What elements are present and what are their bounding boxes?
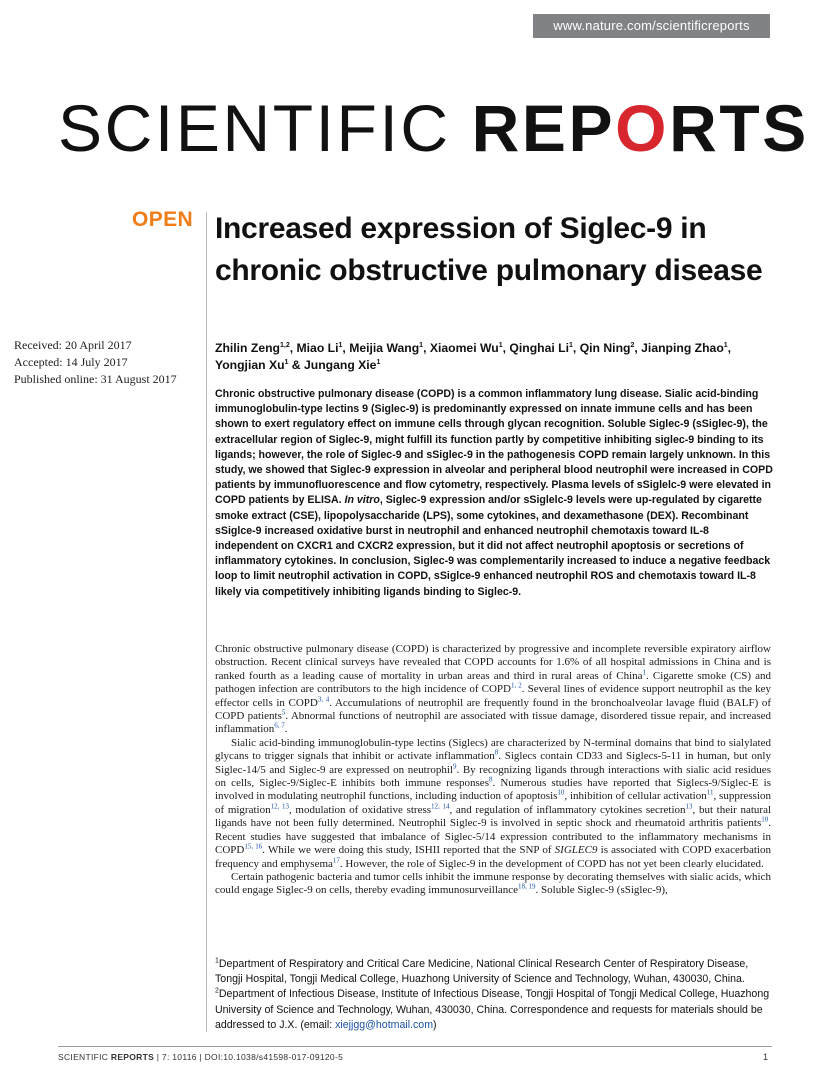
citation-ref[interactable]: 10: [761, 815, 769, 824]
accepted-date: Accepted: 14 July 2017: [14, 355, 128, 369]
article-body: [215, 643, 771, 898]
author-name: Qinghai Li: [509, 341, 569, 355]
citation-ref[interactable]: 1: [642, 668, 647, 677]
citation-ref[interactable]: 3, 4: [317, 694, 330, 703]
body-paragraph-3: Certain pathogenic bacteria and tumor cells inhibit the immune response by decorating themselves with sialic acids, which could engage Siglec-9 on cells, thereby evading immunosurveillance$^{18, 19}$. Soluble Siglec-9 (sSiglec-9),: [215, 870, 771, 897]
author-affiliation-sup: 1: [498, 341, 503, 349]
citation-ref[interactable]: 12, 14: [431, 802, 450, 811]
citation-ref[interactable]: 10: [557, 788, 565, 797]
article-dates: [14, 337, 177, 388]
open-access-label: OPEN: [132, 208, 194, 231]
affiliation-2: Department of Infectious Disease, Institute of Infectious Disease, Tongji Hospital of Tongji Medical College, Huazhong University of Science and Technology, Wuhan, 430030, China. Correspondence and requests for materials should be addressed to J.X. (email:: [215, 988, 770, 1031]
masthead-rts: RTS: [669, 91, 809, 165]
author-affiliation-sup: 1: [376, 358, 381, 366]
author-name: Jianping Zhao: [641, 341, 724, 355]
footer-doi: | 7: 10116 | DOI:10.1038/s41598-017-09120-5: [154, 1052, 344, 1062]
author-name: Jungang Xie: [304, 358, 377, 372]
citation-ref[interactable]: 6, 7: [274, 721, 285, 730]
author-name: Meijia Wang: [349, 341, 420, 355]
affiliation-1: Department of Respiratory and Critical Care Medicine, National Clinical Research Center of Respiratory Disease, Tongji Hospital, Tongji Medical College, Huazhong University of Science and Technology, Wuhan, 430030, China.: [215, 958, 749, 986]
footer-journal-reports: REPORTS: [110, 1052, 155, 1062]
citation-ref[interactable]: 1, 2: [510, 681, 522, 690]
received-date: Received: 20 April 2017: [14, 338, 132, 352]
citation-ref[interactable]: 8: [488, 775, 493, 784]
journal-url-banner[interactable]: www.nature.com/scientificreports: [533, 14, 770, 38]
affiliation-marker-2: 2: [215, 987, 219, 995]
citation-ref[interactable]: 5: [281, 708, 286, 717]
footer-citation: [58, 1052, 343, 1062]
citation-ref[interactable]: 8: [494, 748, 499, 757]
author-name: Xiaomei Wu: [429, 341, 499, 355]
author-name: Zhilin Zeng: [215, 341, 280, 355]
author-affiliation-sup: 1: [419, 341, 424, 349]
abstract-text-2: , Siglec-9 expression and/or sSiglelc-9 levels were up-regulated by cigarette smoke extract (CSE), lipopolysaccharide (LPS), some cytokines, and dexamethasone (DEX). Recombinant sSiglce-9 increased oxidative burst in neutrophil and enhanced neutrophil chemotaxis toward IL-8 independent on CXCR1 and CXCR2 expression, but it did not affect neutrophil apoptosis or secretions of inflammatory cytokines. In conclusion, Siglec-9 was complementarily increased to induce a negative feedback loop to limit neutrophil activation in COPD, sSiglce-9 enhanced neutrophil ROS and chemotaxis toward IL-8 likely via competitively inhibiting ligands binding to Siglec-9.: [215, 494, 771, 598]
citation-ref[interactable]: 13: [685, 802, 693, 811]
correspondence-email-link[interactable]: xiejjgg@hotmail.com: [335, 1018, 434, 1031]
affiliations: [215, 957, 773, 1033]
author-affiliation-sup: 1: [569, 341, 573, 349]
published-date: Published online: 31 August 2017: [14, 372, 177, 386]
abstract: [215, 387, 773, 600]
author-affiliation-sup: 1: [284, 358, 289, 366]
body-paragraph-2: Sialic acid-binding immunoglobulin-type lectins (Siglecs) are characterized by N-terminal domains that bind to sialylated glycans to trigger signals that inhibit or activate inflammation$^8$. Siglecs contain CD33 and Siglecs-5-11 in human, but only Siglec-14/5 and Siglec-9 are expressed on neutrophil$^9$. By recognizing ligands through interactions with sialic acid residues on cells, Siglec-9/Siglec-E inhibits both immune responses$^8$. Numerous studies have reported that Siglecs-9/Siglec-E is involved in modulating neutrophil functions, including induction of apoptosis$^{10}$, inhibition of cellular activation$^{11}$, suppression of migration$^{12, 13}$, modulation of oxidative stress$^{12, 14}$, and regulation of inflammatory cytokines secretion$^{13}$, but their natural ligands have not been fully determined. Neutrophil Siglec-9 is involved in septic shock and rheumatoid arthritis patients$^{10}$. Recent studies have suggested that imbalance of Siglec-5/14 expression contributed to the inflammatory mechanisms in COPD$^{15, 16}$. While we were doing this study, ISHII reported that the SNP of SIGLEC9 is associated with COPD exacerbation frequency and emphysema$^{17}$. However, the role of Siglec-9 in the development of COPD has not yet been clearly elucidated.: [215, 736, 772, 870]
masthead-gear-o: O: [615, 91, 670, 165]
author-name: Miao Li: [296, 341, 339, 355]
abstract-text-1: Chronic obstructive pulmonary disease (COPD) is a common inflammatory lung disease. Sialic acid-binding immunoglobulin-type lectins 9 (Siglec-9) is predominantly expressed on innate immune cells and has been shown to exert regulatory effect on immune cells through glycan recognition. Soluble Siglec-9 (sSiglec-9), the extracellular region of Siglec-9, might fulfill its function partly by competitive inhibiting siglec-9 binding to its ligands; however, the role of Siglec-9 and sSiglec-9 in the pathogenesis COPD remain largely unknown. In this study, we showed that Siglec-9 expression in alveolar and peripheral blood neutrophil were increased in COPD patients by immunofluorescence and flow cytometry, respectively. Plasma levels of sSiglelc-9 were elevated in COPD patients by ELISA.: [215, 388, 773, 507]
citation-ref[interactable]: 18, 19: [518, 882, 536, 891]
author-name: Yongjian Xu: [215, 358, 285, 372]
affiliation-marker-1: 1: [215, 957, 219, 965]
author-affiliation-sup: 1: [338, 341, 343, 349]
citation-ref[interactable]: 12, 13: [270, 802, 290, 811]
footer-journal-scientific: SCIENTIFIC: [58, 1052, 111, 1062]
abstract-italic: In vitro: [344, 494, 380, 507]
column-divider: [206, 212, 207, 1032]
author-affiliation-sup: 1: [723, 341, 728, 349]
citation-ref[interactable]: 17: [332, 855, 340, 864]
footer-rule: [58, 1046, 772, 1047]
author-affiliation-sup: 1,2: [280, 341, 290, 349]
masthead-scientific: SCIENTIFIC: [58, 91, 451, 165]
author-affiliation-sup: 2: [630, 341, 635, 349]
affiliation-close: ): [433, 1018, 437, 1031]
article-title: Increased expression of Siglec-9 in chronic obstructive pulmonary disease: [215, 212, 763, 287]
citation-ref[interactable]: 9: [452, 762, 457, 770]
citation-ref[interactable]: 15, 16: [244, 842, 263, 851]
author-list: Zhilin Zeng$^{1,2}$, Miao Li$^1$, Meijia Wang$^1$, Xiaomei Wu$^1$, Qinghai Li$^1$, Qin Ning$^2$, Jianping Zhao$^1$, Yongjian Xu$^1$ & Jungang Xie$^1$: [215, 341, 732, 372]
journal-masthead: [58, 93, 809, 163]
citation-ref[interactable]: 11: [706, 788, 714, 797]
author-name: Qin Ning: [579, 341, 631, 355]
page-number: 1: [763, 1052, 769, 1062]
gene-name: SIGLEC9: [554, 844, 598, 857]
body-paragraph-1: Chronic obstructive pulmonary disease (COPD) is characterized by progressive and incomplete reversible expiratory airflow obstruction. Recent clinical surveys have revealed that COPD accounts for 1.6% of all hospital admissions in China and is ranked fourth as a leading cause of mortality in urban areas and third in rural areas of China$^1$. Cigarette smoke (CS) and pathogen infection are contributors to the high incidence of COPD$^{1, 2}$. Several lines of evidence support neutrophil as the key effector cells in COPD$^{3, 4}$. Accumulations of neutrophil are frequently found in the bronchoalveolar lavage fluid (BALF) of COPD patients$^5$. Abnormal functions of neutrophil are associated with tissue damage, disordered tissue repair, and increased inflammation$^{6, 7}$.: [215, 643, 772, 736]
masthead-rep: REP: [471, 91, 616, 165]
